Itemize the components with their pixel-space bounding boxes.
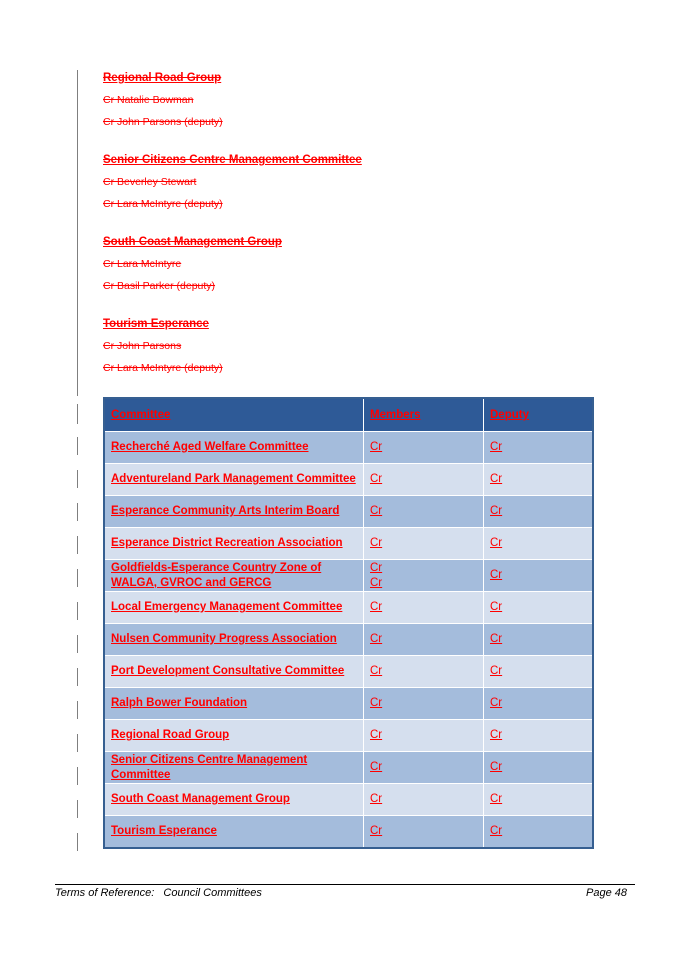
- change-bar: [77, 536, 78, 554]
- deputy-cell: Cr: [484, 560, 594, 592]
- table-row: [104, 624, 593, 656]
- section-member: Cr John Parsons: [103, 340, 182, 352]
- members-cell: [364, 496, 484, 528]
- table-row: [104, 784, 593, 816]
- members-cell: [364, 592, 484, 624]
- members-cell: [364, 784, 484, 816]
- deputy-cell: Cr: [484, 624, 594, 656]
- section-member: Cr Lara McIntyre (deputy): [103, 362, 223, 374]
- change-bar: [77, 767, 78, 785]
- member-entry: Cr: [370, 793, 383, 805]
- section-member: Cr Basil Parker (deputy): [103, 280, 216, 292]
- deputy-cell: Cr: [484, 720, 594, 752]
- members-cell: [364, 432, 484, 464]
- change-bar: [77, 635, 78, 653]
- change-bar: [77, 70, 78, 396]
- deputy-cell: Cr: [484, 432, 594, 464]
- section-member: Cr Natalie Bowman: [103, 94, 194, 106]
- table-header-row: [104, 398, 593, 432]
- header-committee: Committee: [104, 398, 364, 432]
- footer-rule: [55, 884, 635, 885]
- committee-table: [103, 397, 594, 849]
- member-entry: Cr: [370, 633, 383, 645]
- table-row: [104, 496, 593, 528]
- committee-name: Adventureland Park Management Committee: [104, 464, 364, 496]
- member-entry: Cr: [370, 441, 383, 453]
- table-row: [104, 560, 593, 592]
- change-bar: [77, 800, 78, 818]
- change-bar: [77, 437, 78, 455]
- deputy-cell: Cr: [484, 592, 594, 624]
- member-entry: Cr: [370, 665, 383, 677]
- committee-name: Regional Road Group: [104, 720, 364, 752]
- section-member: Cr John Parsons (deputy): [103, 116, 223, 128]
- struck-committee-list: [103, 70, 583, 398]
- members-cell: [364, 688, 484, 720]
- committee-name: Tourism Esperance: [104, 816, 364, 849]
- change-bar: [77, 668, 78, 686]
- members-cell: [364, 464, 484, 496]
- struck-section: [103, 234, 583, 300]
- footer-title: Terms of Reference: Council Committees: [55, 887, 262, 899]
- table-row: [104, 752, 593, 784]
- table-row: [104, 688, 593, 720]
- header-deputy: Deputy: [484, 398, 594, 432]
- section-title: Tourism Esperance: [103, 318, 209, 330]
- change-bar: [77, 404, 78, 424]
- change-bar: [77, 701, 78, 719]
- change-bar: [77, 833, 78, 851]
- section-member: Cr Lara McIntyre (deputy): [103, 198, 223, 210]
- struck-section: [103, 152, 583, 218]
- section-title: Senior Citizens Centre Management Committee: [103, 154, 362, 166]
- committee-name: Port Development Consultative Committee: [104, 656, 364, 688]
- table-row: [104, 432, 593, 464]
- table-row: [104, 528, 593, 560]
- page-number: Page 48: [586, 887, 627, 899]
- section-title: Regional Road Group: [103, 72, 222, 84]
- committee-name: Local Emergency Management Committee: [104, 592, 364, 624]
- committee-name: Goldfields-Esperance Country Zone of WALGA, GVROC and GERCG: [104, 560, 364, 592]
- committee-name: Ralph Bower Foundation: [104, 688, 364, 720]
- deputy-cell: Cr: [484, 752, 594, 784]
- members-cell: [364, 528, 484, 560]
- change-bar: [77, 602, 78, 620]
- members-cell: [364, 624, 484, 656]
- table-row: [104, 816, 593, 849]
- committee-name: Senior Citizens Centre Management Committee: [104, 752, 364, 784]
- member-entry: Cr: [370, 729, 383, 741]
- table-row: [104, 464, 593, 496]
- change-bar: [77, 470, 78, 488]
- members-cell: [364, 752, 484, 784]
- committee-name: Esperance Community Arts Interim Board: [104, 496, 364, 528]
- member-entry: Cr: [370, 697, 383, 709]
- deputy-cell: Cr: [484, 528, 594, 560]
- struck-section: [103, 316, 583, 382]
- member-entry: Cr: [370, 825, 383, 837]
- section-member: Cr Lara McIntyre: [103, 258, 182, 270]
- member-entry: Cr: [370, 601, 383, 613]
- deputy-cell: Cr: [484, 496, 594, 528]
- member-entry: Cr: [370, 561, 383, 574]
- committee-name: Recherché Aged Welfare Committee: [104, 432, 364, 464]
- members-cell: [364, 656, 484, 688]
- section-member: Cr Beverley Stewart: [103, 176, 197, 188]
- section-title: South Coast Management Group: [103, 236, 282, 248]
- members-cell: [364, 816, 484, 849]
- member-entry: Cr: [370, 761, 383, 773]
- member-entry: Cr: [370, 505, 383, 517]
- change-bar: [77, 503, 78, 521]
- member-entry: Cr: [370, 537, 383, 549]
- deputy-cell: Cr: [484, 688, 594, 720]
- table-row: [104, 592, 593, 624]
- member-entry: Cr: [370, 473, 383, 485]
- change-bar: [77, 734, 78, 752]
- members-cell: [364, 560, 484, 592]
- struck-section: [103, 70, 583, 136]
- change-bar: [77, 569, 78, 587]
- committee-name: Esperance District Recreation Association: [104, 528, 364, 560]
- deputy-cell: Cr: [484, 464, 594, 496]
- deputy-cell: Cr: [484, 816, 594, 849]
- deputy-cell: Cr: [484, 784, 594, 816]
- committee-name: South Coast Management Group: [104, 784, 364, 816]
- header-members: Members: [364, 398, 484, 432]
- members-cell: [364, 720, 484, 752]
- committee-name: Nulsen Community Progress Association: [104, 624, 364, 656]
- table-row: [104, 720, 593, 752]
- member-entry: Cr: [370, 576, 383, 589]
- deputy-cell: Cr: [484, 656, 594, 688]
- table-row: [104, 656, 593, 688]
